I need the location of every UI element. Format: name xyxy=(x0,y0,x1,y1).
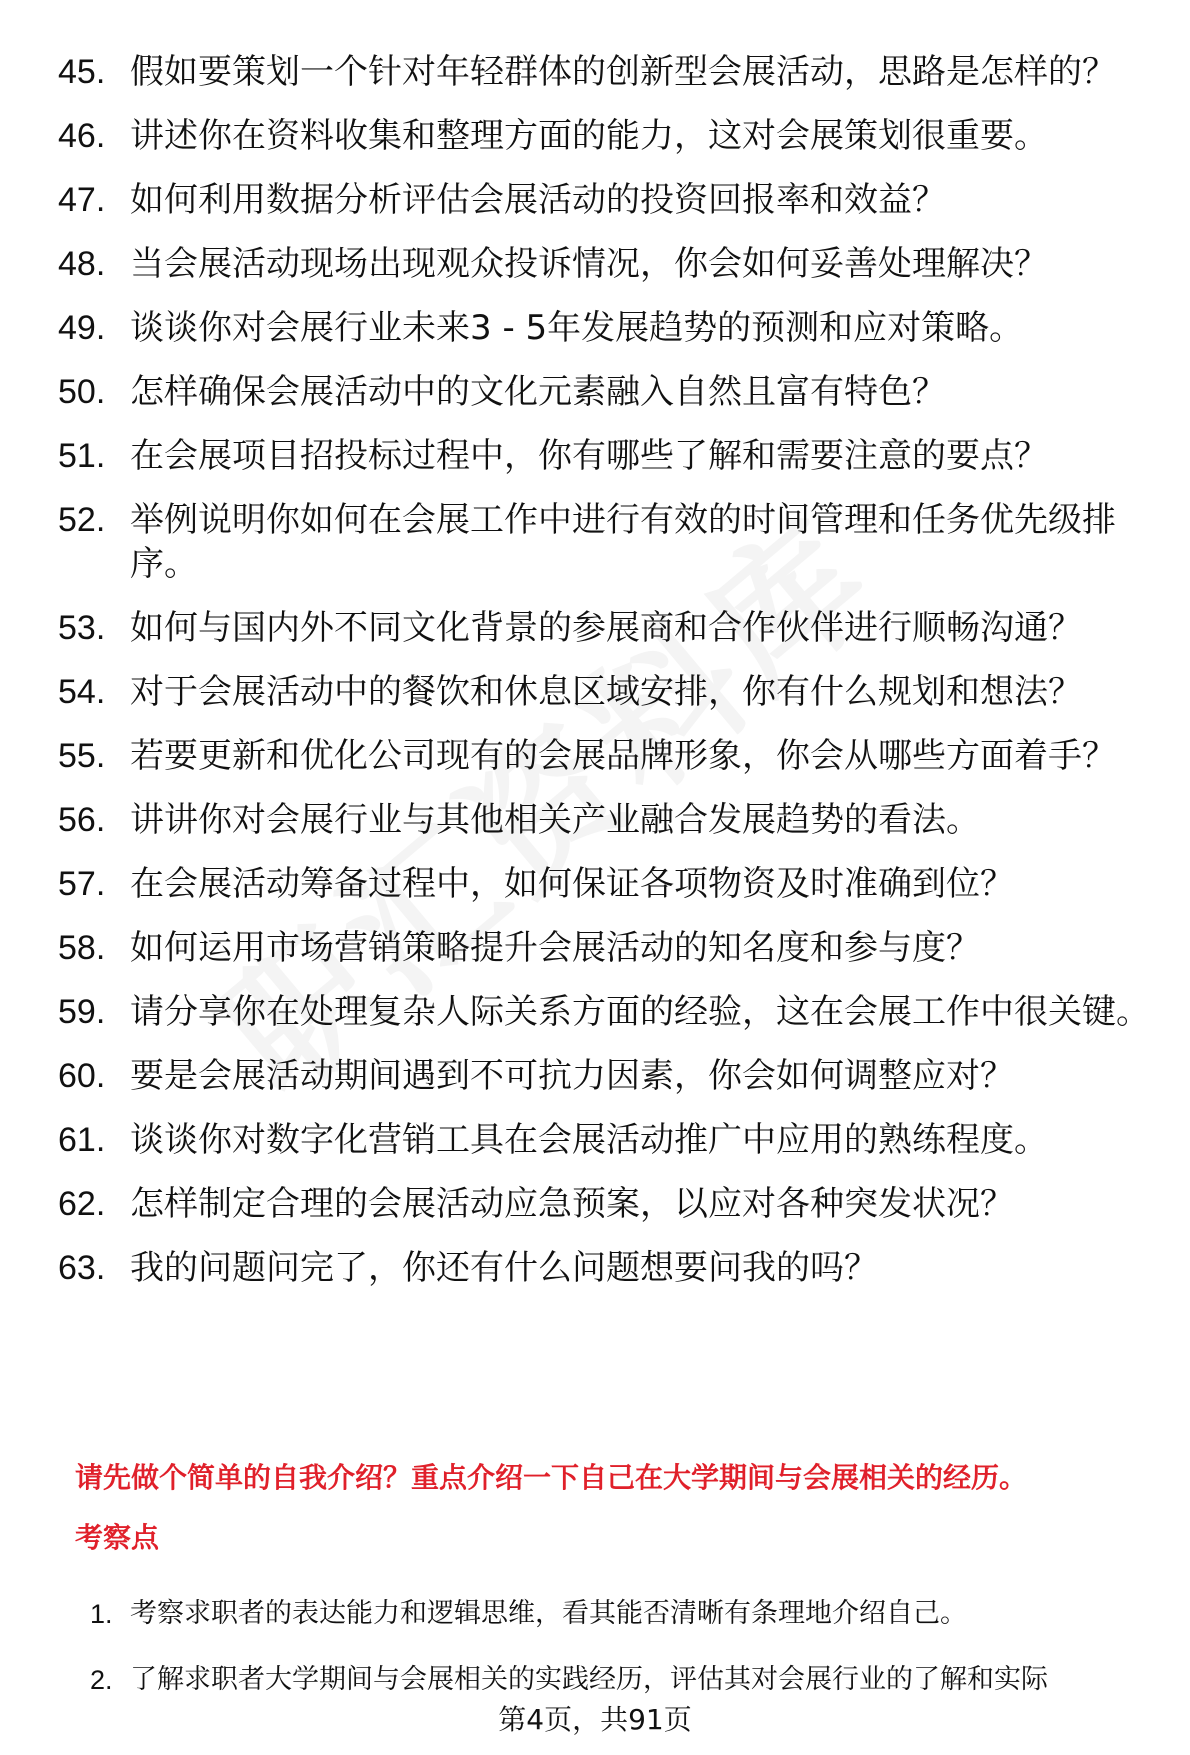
question-number: 45. xyxy=(58,53,106,91)
question-text: 对于会展活动中的餐饮和休息区域安排，你有什么规划和想法？ xyxy=(130,672,1082,712)
question-number: 53. xyxy=(58,609,106,647)
question-item xyxy=(0,670,1190,714)
question-number: 59. xyxy=(58,993,106,1031)
question-item xyxy=(0,242,1190,286)
question-item xyxy=(0,114,1190,158)
question-text: 讲述你在资料收集和整理方面的能力，这对会展策划很重要。 xyxy=(130,116,1048,156)
question-number: 55. xyxy=(58,737,106,775)
question-item xyxy=(0,498,1190,586)
question-item xyxy=(0,798,1190,842)
point-text: 考察求职者的表达能力和逻辑思维，看其能否清晰有条理地介绍自己。 xyxy=(130,1598,967,1629)
question-text: 当会展活动现场出现观众投诉情况，你会如何妥善处理解决？ xyxy=(130,244,1048,284)
question-item xyxy=(0,434,1190,478)
point-number: 2. xyxy=(90,1665,113,1695)
question-text: 若要更新和优化公司现有的会展品牌形象，你会从哪些方面着手？ xyxy=(130,736,1116,776)
question-item xyxy=(0,1118,1190,1162)
question-text: 谈谈你对数字化营销工具在会展活动推广中应用的熟练程度。 xyxy=(130,1120,1048,1160)
question-item xyxy=(0,178,1190,222)
question-text: 假如要策划一个针对年轻群体的创新型会展活动，思路是怎样的？ xyxy=(130,52,1116,92)
question-text: 怎样确保会展活动中的文化元素融入自然且富有特色？ xyxy=(130,372,946,412)
question-text: 我的问题问完了，你还有什么问题想要问我的吗？ xyxy=(130,1248,878,1288)
point-text: 了解求职者大学期间与会展相关的实践经历，评估其对会展行业的了解和实际 xyxy=(130,1664,1048,1695)
question-number: 57. xyxy=(58,865,106,903)
question-item xyxy=(0,1182,1190,1226)
question-number: 58. xyxy=(58,929,106,967)
section-title: 请先做个简单的自我介绍？重点介绍一下自己在大学期间与会展相关的经历。 xyxy=(75,1461,1028,1494)
question-text: 谈谈你对会展行业未来3 - 5年发展趋势的预测和应对策略。 xyxy=(130,308,1024,348)
question-number: 51. xyxy=(58,437,106,475)
question-number: 48. xyxy=(58,245,106,283)
question-item xyxy=(0,926,1190,970)
question-text: 在会展项目招投标过程中，你有哪些了解和需要注意的要点？ xyxy=(130,436,1048,476)
question-text: 怎样制定合理的会展活动应急预案，以应对各种突发状况？ xyxy=(130,1184,1014,1224)
question-number: 50. xyxy=(58,373,106,411)
question-item xyxy=(0,50,1190,94)
question-number: 61. xyxy=(58,1121,106,1159)
question-item xyxy=(0,370,1190,414)
question-number: 46. xyxy=(58,117,106,155)
question-number: 62. xyxy=(58,1185,106,1223)
question-text: 如何与国内外不同文化背景的参展商和合作伙伴进行顺畅沟通？ xyxy=(130,608,1082,648)
question-text: 如何利用数据分析评估会展活动的投资回报率和效益？ xyxy=(130,180,946,220)
assessment-point xyxy=(0,1661,1190,1699)
question-text: 请分享你在处理复杂人际关系方面的经验，这在会展工作中很关键。 xyxy=(130,992,1150,1032)
question-item xyxy=(0,862,1190,906)
question-text: 讲讲你对会展行业与其他相关产业融合发展趋势的看法。 xyxy=(130,800,980,840)
question-item xyxy=(0,1246,1190,1290)
question-number: 52. xyxy=(58,501,106,539)
question-number: 49. xyxy=(58,309,106,347)
question-number: 47. xyxy=(58,181,106,219)
page-footer: 第4页，共91页 xyxy=(498,1703,692,1736)
question-item xyxy=(0,1054,1190,1098)
question-number: 63. xyxy=(58,1249,106,1287)
question-text: 举例说明你如何在会展工作中进行有效的时间管理和任务优先级排序。 xyxy=(130,500,1116,584)
question-item xyxy=(0,306,1190,350)
question-text: 如何运用市场营销策略提升会展活动的知名度和参与度？ xyxy=(130,928,980,968)
assessment-point xyxy=(0,1595,1190,1633)
question-text: 在会展活动筹备过程中，如何保证各项物资及时准确到位？ xyxy=(130,864,1014,904)
section-subtitle: 考察点 xyxy=(75,1521,160,1554)
question-item xyxy=(0,990,1190,1034)
question-number: 60. xyxy=(58,1057,106,1095)
point-number: 1. xyxy=(90,1599,113,1629)
question-number: 56. xyxy=(58,801,106,839)
question-item xyxy=(0,606,1190,650)
question-number: 54. xyxy=(58,673,106,711)
question-text: 要是会展活动期间遇到不可抗力因素，你会如何调整应对？ xyxy=(130,1056,1014,1096)
question-list xyxy=(0,50,1190,1310)
question-item xyxy=(0,734,1190,778)
